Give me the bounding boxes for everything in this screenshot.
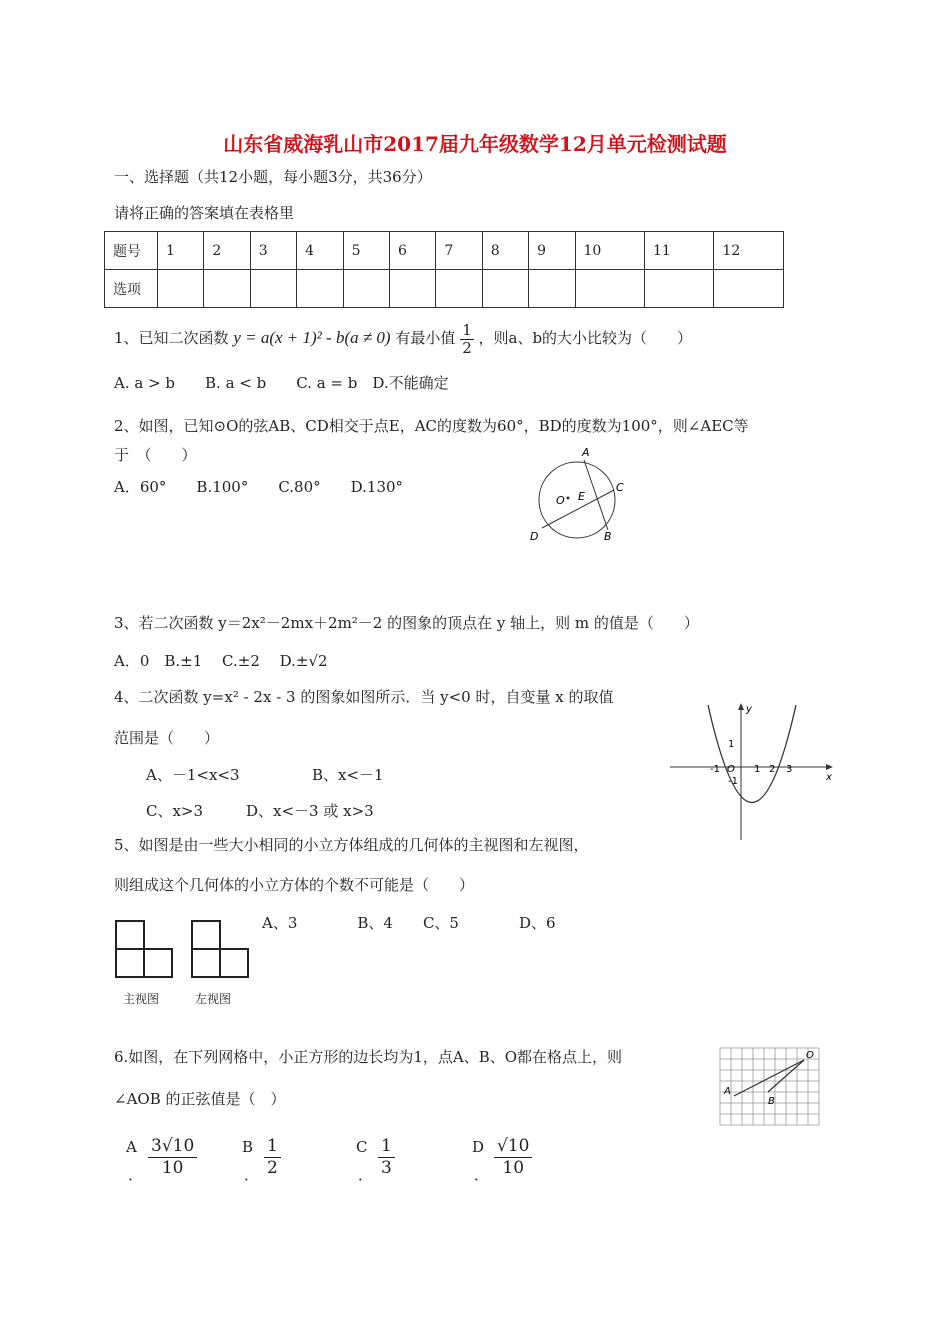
answer-cell[interactable] [482,270,528,308]
q2-line2: 于 （ ） [114,446,197,464]
question-number-cell: 8 [482,232,528,270]
q5-stem: 5、如图是由一些大小相同的小立方体组成的几何体的主视图和左视图， [114,836,589,854]
views-figure [112,918,252,980]
q6-stem: 6.如图，在下列网格中，小正方形的边长均为1，点A、B、O都在格点上，则 [114,1048,623,1066]
q4-option-a: A、－1<x<3 [146,766,240,784]
q1-stem: 有最小值 [395,329,456,347]
question-number-cell: 2 [204,232,250,270]
q4-option-b: B、x<－1 [312,766,384,784]
question-1 [114,322,692,356]
answer-cell[interactable] [714,270,784,308]
answer-table [104,231,784,308]
label-a: A [724,1086,731,1097]
label-o: O [556,494,565,507]
answer-cell[interactable] [204,270,250,308]
q3-options: A．0 B.±1 C.±2 D.±√2 [114,652,328,670]
question-number-cell: 3 [250,232,296,270]
answer-cell[interactable] [389,270,435,308]
question-number-cell: 4 [297,232,343,270]
answer-cell[interactable] [644,270,713,308]
answer-cell[interactable] [158,270,204,308]
q1-fraction: $\frac{1}{2}$ [462,321,472,357]
instruction: 请将正确的答案填在表格里 [114,204,295,222]
page-title: 山东省威海乳山市2017届九年级数学12月单元检测试题 [223,132,727,156]
q4-option-d: D、x<－3 或 x>3 [246,802,374,820]
question-number-cell: 11 [644,232,713,270]
question-number-cell: 5 [343,232,389,270]
q3-stem: 3、若二次函数 y＝2x²－2mx＋2m²－2 的图象的顶点在 y 轴上，则 m 的值是（ ） [114,614,699,632]
question-number-cell: 7 [436,232,482,270]
q4-stem: 4、二次函数 y=x² - 2x - 3 的图象如图所示．当 y<0 时，自变量 x 的取值 [114,688,614,706]
question-number-cell: 10 [575,232,644,270]
q2-line1: 2、如图，已知⊙O的弦AB、CD相交于点E，AC的度数为60°，BD的度数为100°，则∠AEC等 [114,417,749,435]
q6-stem2: ∠AOB 的正弦值是（ ） [114,1090,286,1108]
label-e: E [578,490,585,503]
tick-label: 1 [728,739,735,750]
q1-formula: y = a(x + 1)² - b(a ≠ 0) [233,328,391,347]
tick-label: 2 [769,764,776,775]
answer-cell[interactable] [297,270,343,308]
q5-options: A、3 B、4 C、5 D、6 [262,914,556,932]
q4-option-c: C、x>3 [146,802,204,820]
front-view-label: 主视图 [123,992,160,1006]
origin-label: O [727,764,735,775]
label-a: A [582,446,590,459]
table-row-head: 题号 [105,232,158,270]
left-view-label: 左视图 [195,992,232,1006]
tick-label: 3 [786,764,793,775]
section-heading: 一、选择题（共12小题，每小题3分，共36分） [114,168,432,186]
axis-x-label: x [826,772,832,783]
label-o: O [806,1050,814,1061]
question-number-cell: 6 [389,232,435,270]
tick-label: -1 [728,776,738,787]
q1-stem: ，则a、b的大小比较为（ ） [478,329,693,347]
tick-label: -1 [710,764,720,775]
question-number-cell: 9 [529,232,575,270]
q2-options: A．60° B.100° C.80° D.130° [114,478,404,496]
label-d: D [530,530,539,543]
question-number-cell: 1 [158,232,204,270]
label-c: C [616,481,624,494]
answer-cell[interactable] [343,270,389,308]
q5-stem2: 则组成这个几何体的小立方体的个数不可能是（ ） [114,876,475,894]
label-b: B [604,530,612,543]
answer-cell[interactable] [529,270,575,308]
axis-y-label: y [746,704,752,715]
q1-options: A. a > b B. a < b C. a = b D.不能确定 [114,374,449,392]
question-number-cell: 12 [714,232,784,270]
q4-stem2: 范围是（ ） [114,729,220,747]
table-row-head: 选项 [105,270,158,308]
grid-figure [716,1044,824,1130]
answer-cell[interactable] [436,270,482,308]
q1-stem: 1、已知二次函数 [114,329,229,347]
circle-figure [520,440,640,550]
answer-cell[interactable] [250,270,296,308]
answer-cell[interactable] [575,270,644,308]
tick-label: 1 [754,764,761,775]
parabola-graph [668,700,838,845]
label-b: B [768,1096,775,1107]
